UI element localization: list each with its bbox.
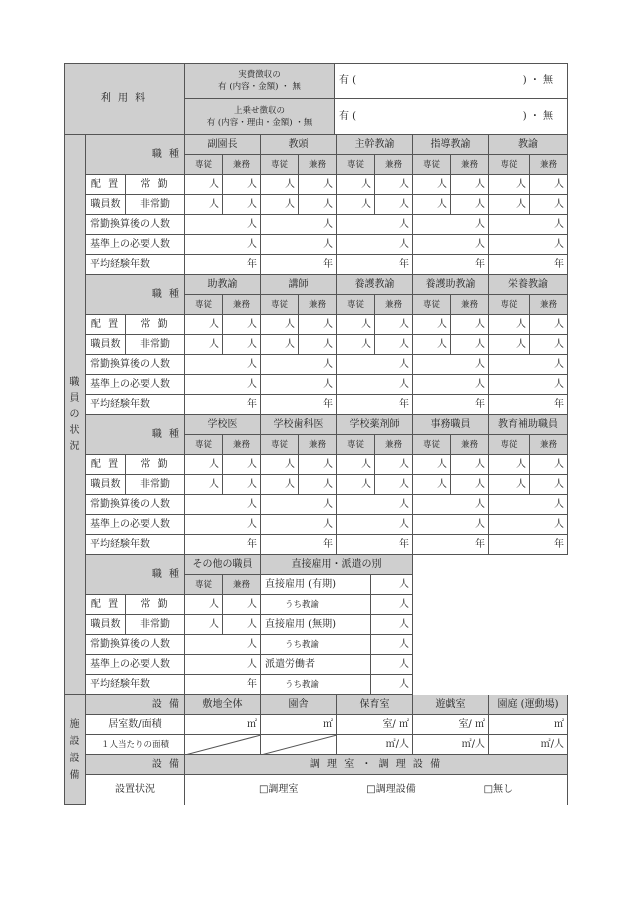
staff-count-cell[interactable]: 人	[489, 335, 530, 355]
keiken-value[interactable]: 年	[489, 395, 568, 415]
kenmu-header: 兼務	[223, 295, 261, 315]
haichi-label: 配 置	[86, 455, 126, 475]
staff-count-cell[interactable]: 人	[413, 195, 451, 215]
senju-header: 専従	[489, 155, 530, 175]
staff-count-cell[interactable]: 人	[413, 315, 451, 335]
shokushu-label: 職 種	[86, 415, 185, 455]
kenmu-header: 兼務	[299, 295, 337, 315]
per-person-value[interactable]: ㎡/人	[489, 735, 568, 755]
kansan-value[interactable]: 人	[413, 495, 489, 515]
area-row-label: 居室数/面積	[86, 715, 185, 735]
staff-count-cell[interactable]: 人	[223, 475, 261, 495]
facility-column: 園庭 (運動場)	[489, 695, 568, 715]
kansan-value[interactable]: 人	[337, 215, 413, 235]
staff-count-cell[interactable]: 人	[530, 455, 568, 475]
per-person-value[interactable]: ㎡/人	[337, 735, 413, 755]
kijun-value[interactable]: 人	[413, 515, 489, 535]
job-title: 学校薬剤師	[337, 415, 413, 435]
job-title: 教頭	[261, 135, 337, 155]
senju-header: 専従	[337, 435, 375, 455]
kansan-value[interactable]: 人	[185, 635, 261, 655]
install-checkbox-option[interactable]: □無し	[483, 784, 514, 795]
keiken-value[interactable]: 年	[337, 535, 413, 555]
staff-section-char: 状	[69, 424, 80, 436]
kijun-value[interactable]: 人	[413, 375, 489, 395]
staff-count-cell[interactable]: 人	[375, 335, 413, 355]
keiken-label: 平均経験年数	[86, 535, 185, 555]
staff-section-char: 職	[69, 376, 80, 388]
kansan-value[interactable]: 人	[261, 355, 337, 375]
direct-value[interactable]: 人	[371, 675, 413, 695]
shokushu-label: 職 種	[86, 275, 185, 315]
keiken-label: 平均経験年数	[86, 395, 185, 415]
staff-count-cell[interactable]: 人	[223, 175, 261, 195]
jokin-label: 常 勤	[126, 175, 185, 195]
per-person-value[interactable]: ㎡/人	[413, 735, 489, 755]
kijun-value[interactable]: 人	[489, 375, 568, 395]
staff-count-cell[interactable]: 人	[223, 335, 261, 355]
job-title: 学校歯科医	[261, 415, 337, 435]
keiken-value[interactable]: 年	[489, 255, 568, 275]
hijokin-label: 非常勤	[126, 615, 185, 635]
haichi-label: 配 置	[86, 595, 126, 615]
direct-title: 直接雇用・派遣の別	[261, 555, 413, 575]
kansan-value[interactable]: 人	[337, 355, 413, 375]
job-title: 学校医	[185, 415, 261, 435]
job-title: 栄養教諭	[489, 275, 568, 295]
kansan-value[interactable]: 人	[489, 215, 568, 235]
staff-count-cell[interactable]: 人	[185, 195, 223, 215]
kenmu-header: 兼務	[375, 295, 413, 315]
kijun-value[interactable]: 人	[261, 235, 337, 255]
kenmu-header: 兼務	[223, 435, 261, 455]
staff-count-cell[interactable]: 人	[185, 615, 223, 635]
senju-header: 専従	[185, 295, 223, 315]
keiken-value[interactable]: 年	[185, 395, 261, 415]
extra-fee-value[interactable]	[335, 99, 568, 135]
kansan-value[interactable]: 人	[489, 355, 568, 375]
cook-title: 調 理 室 ・ 調 理 設 備	[185, 755, 568, 775]
blank-area	[413, 555, 568, 695]
extra-fee-close: ) ・ 無	[522, 110, 553, 122]
staff-count-cell[interactable]: 人	[185, 175, 223, 195]
kijun-label: 基準上の必要人数	[86, 375, 185, 395]
hijokin-label: 非常勤	[126, 195, 185, 215]
job-title: 養護教諭	[337, 275, 413, 295]
senju-header: 専従	[261, 435, 299, 455]
job-title: 主幹教諭	[337, 135, 413, 155]
staff-count-cell[interactable]: 人	[337, 455, 375, 475]
facility-section-char: 設	[69, 752, 80, 764]
kansan-value[interactable]: 人	[261, 495, 337, 515]
kijun-value[interactable]: 人	[185, 515, 261, 535]
kenmu-header: 兼務	[375, 435, 413, 455]
kenmu-header: 兼務	[530, 435, 568, 455]
actual-fee-open: 有 (	[339, 74, 357, 86]
staff-count-cell[interactable]: 人	[413, 175, 451, 195]
kenmu-header: 兼務	[451, 295, 489, 315]
senju-header: 専従	[413, 295, 451, 315]
job-title: 教育補助職員	[489, 415, 568, 435]
staff-count-cell[interactable]: 人	[451, 175, 489, 195]
diagonal-strike	[261, 735, 337, 755]
staff-count-cell[interactable]: 人	[375, 475, 413, 495]
area-value[interactable]: ㎡	[261, 715, 337, 735]
kijun-value[interactable]: 人	[261, 515, 337, 535]
area-value[interactable]: 室/ ㎡	[413, 715, 489, 735]
actual-fee-close: ) ・ 無	[522, 74, 553, 86]
staff-count-cell[interactable]: 人	[530, 335, 568, 355]
job-title: 指導教諭	[413, 135, 489, 155]
install-label: 設置状況	[86, 775, 185, 805]
staff-count-cell[interactable]: 人	[337, 195, 375, 215]
staff-count-cell[interactable]: 人	[530, 175, 568, 195]
kijun-label: 基準上の必要人数	[86, 235, 185, 255]
kansan-value[interactable]: 人	[185, 495, 261, 515]
kansan-value[interactable]: 人	[185, 215, 261, 235]
staff-section-char: 況	[69, 440, 80, 452]
diagonal-strike	[185, 735, 261, 755]
facility-section-char: 設	[69, 735, 80, 747]
staff-count-cell[interactable]: 人	[530, 195, 568, 215]
staff-count-cell[interactable]: 人	[451, 455, 489, 475]
staff-section-char: 員	[69, 392, 80, 404]
extra-fee-label-line-1: 上乗せ徴収の	[233, 105, 285, 116]
staff-count-cell[interactable]: 人	[185, 595, 223, 615]
staff-count-cell[interactable]: 人	[185, 335, 223, 355]
keiken-label: 平均経験年数	[86, 255, 185, 275]
kenmu-header: 兼務	[530, 155, 568, 175]
staff-count-cell[interactable]: 人	[489, 455, 530, 475]
extra-fee-label-line-2: 有 (内容・理由・金額) ・無	[206, 117, 313, 128]
kijun-value[interactable]: 人	[489, 515, 568, 535]
staff-count-cell[interactable]: 人	[413, 475, 451, 495]
direct-label: 直接雇用 (有期)	[261, 575, 371, 595]
staff-count-cell[interactable]: 人	[375, 175, 413, 195]
facility-column: 保育室	[337, 695, 413, 715]
direct-value[interactable]: 人	[371, 655, 413, 675]
shokuinsu-label: 職員数	[86, 475, 126, 495]
kansan-label: 常勤換算後の人数	[86, 355, 185, 375]
staff-count-cell[interactable]: 人	[413, 455, 451, 475]
staff-count-cell[interactable]: 人	[185, 475, 223, 495]
staff-count-cell[interactable]: 人	[375, 195, 413, 215]
keiken-value[interactable]: 年	[261, 535, 337, 555]
staff-count-cell[interactable]: 人	[489, 315, 530, 335]
kijun-value[interactable]: 人	[337, 235, 413, 255]
actual-fee-label	[185, 63, 335, 99]
job-title: 養護助教諭	[413, 275, 489, 295]
extra-fee-label	[185, 99, 335, 135]
staff-count-cell[interactable]: 人	[299, 455, 337, 475]
direct-sub-label: うち教諭	[281, 595, 371, 615]
install-checkbox-option[interactable]: □調理設備	[366, 784, 416, 795]
kijun-label: 基準上の必要人数	[86, 655, 185, 675]
staff-count-cell[interactable]: 人	[375, 455, 413, 475]
senju-header: 専従	[413, 155, 451, 175]
staff-count-cell[interactable]: 人	[261, 455, 299, 475]
shokushu-label: 職 種	[86, 555, 185, 595]
staff-count-cell[interactable]: 人	[223, 315, 261, 335]
document-form	[64, 63, 568, 805]
direct-value[interactable]: 人	[371, 575, 413, 595]
staff-count-cell[interactable]: 人	[185, 455, 223, 475]
keiken-value[interactable]: 年	[489, 535, 568, 555]
staff-count-cell[interactable]: 人	[261, 335, 299, 355]
kenmu-header: 兼務	[530, 295, 568, 315]
kansan-value[interactable]: 人	[413, 355, 489, 375]
direct-value[interactable]: 人	[371, 615, 413, 635]
cook-setsubi-label: 設 備	[86, 755, 185, 775]
staff-count-cell[interactable]: 人	[451, 475, 489, 495]
staff-count-cell[interactable]: 人	[185, 315, 223, 335]
facility-column: 敷地全体	[185, 695, 261, 715]
direct-value[interactable]: 人	[371, 635, 413, 655]
haichi-label: 配 置	[86, 315, 126, 335]
direct-sub-label: うち教諭	[281, 635, 371, 655]
facility-column: 遊戯室	[413, 695, 489, 715]
jokin-label: 常 勤	[126, 455, 185, 475]
keiken-value[interactable]: 年	[337, 255, 413, 275]
facility-section-label	[64, 695, 86, 805]
staff-count-cell[interactable]: 人	[451, 335, 489, 355]
staff-count-cell[interactable]: 人	[261, 475, 299, 495]
kenmu-header: 兼務	[451, 435, 489, 455]
keiken-value[interactable]: 年	[261, 395, 337, 415]
staff-count-cell[interactable]: 人	[337, 475, 375, 495]
kansan-value[interactable]: 人	[489, 495, 568, 515]
shokuinsu-label: 職員数	[86, 195, 126, 215]
staff-count-cell[interactable]: 人	[261, 175, 299, 195]
staff-count-cell[interactable]: 人	[337, 175, 375, 195]
staff-count-cell[interactable]: 人	[530, 475, 568, 495]
staff-count-cell[interactable]: 人	[489, 195, 530, 215]
kijun-value[interactable]: 人	[337, 515, 413, 535]
kijun-value[interactable]: 人	[185, 655, 261, 675]
staff-count-cell[interactable]: 人	[223, 595, 261, 615]
indent-spacer	[261, 675, 281, 695]
kansan-label: 常勤換算後の人数	[86, 215, 185, 235]
hijokin-label: 非常勤	[126, 475, 185, 495]
senju-header: 専従	[413, 435, 451, 455]
senju-header: 専従	[337, 155, 375, 175]
senju-header: 専従	[261, 155, 299, 175]
jokin-label: 常 勤	[126, 315, 185, 335]
keiken-value[interactable]: 年	[261, 255, 337, 275]
keiken-value[interactable]: 年	[185, 255, 261, 275]
kijun-value[interactable]: 人	[185, 235, 261, 255]
staff-section-label	[64, 135, 86, 695]
senju-header: 専従	[185, 575, 223, 595]
kenmu-header: 兼務	[223, 575, 261, 595]
facility-column: 園舎	[261, 695, 337, 715]
staff-count-cell[interactable]: 人	[261, 195, 299, 215]
kansan-value[interactable]: 人	[337, 495, 413, 515]
per-person-label: １人当たりの面積	[86, 735, 185, 755]
hijokin-label: 非常勤	[126, 335, 185, 355]
kenmu-header: 兼務	[375, 155, 413, 175]
kansan-label: 常勤換算後の人数	[86, 635, 185, 655]
keiken-value[interactable]: 年	[185, 675, 261, 695]
indent-spacer	[261, 595, 281, 615]
install-options	[185, 775, 568, 805]
staff-count-cell[interactable]: 人	[489, 175, 530, 195]
shokuinsu-label: 職員数	[86, 335, 126, 355]
area-value[interactable]: ㎡	[185, 715, 261, 735]
staff-count-cell[interactable]: 人	[530, 315, 568, 335]
kansan-label: 常勤換算後の人数	[86, 495, 185, 515]
indent-spacer	[261, 635, 281, 655]
actual-fee-value[interactable]	[335, 63, 568, 99]
staff-count-cell[interactable]: 人	[337, 315, 375, 335]
staff-count-cell[interactable]: 人	[337, 335, 375, 355]
setsubi-label: 設 備	[86, 695, 185, 715]
staff-count-cell[interactable]: 人	[299, 195, 337, 215]
keiken-value[interactable]: 年	[413, 255, 489, 275]
senju-header: 専従	[185, 435, 223, 455]
job-title: 教諭	[489, 135, 568, 155]
kijun-value[interactable]: 人	[337, 375, 413, 395]
staff-section-char: の	[69, 408, 80, 420]
shokuinsu-label: 職員数	[86, 615, 126, 635]
staff-count-cell[interactable]: 人	[451, 195, 489, 215]
direct-label: 派遣労働者	[261, 655, 371, 675]
actual-fee-label-line-2: 有 (内容・金額) ・ 無	[218, 81, 301, 92]
facility-section-char: 備	[69, 769, 80, 781]
keiken-label: 平均経験年数	[86, 675, 185, 695]
direct-sub-label: うち教諭	[281, 675, 371, 695]
kijun-value[interactable]: 人	[185, 375, 261, 395]
senju-header: 専従	[261, 295, 299, 315]
haichi-label: 配 置	[86, 175, 126, 195]
staff-count-cell[interactable]: 人	[299, 315, 337, 335]
kansan-value[interactable]: 人	[261, 215, 337, 235]
senju-header: 専従	[185, 155, 223, 175]
keiken-value[interactable]: 年	[413, 395, 489, 415]
area-value[interactable]: ㎡	[489, 715, 568, 735]
kenmu-header: 兼務	[451, 155, 489, 175]
kenmu-header: 兼務	[299, 155, 337, 175]
other-staff-title: その他の職員	[185, 555, 261, 575]
direct-label: 直接雇用 (無期)	[261, 615, 371, 635]
staff-count-cell[interactable]: 人	[223, 195, 261, 215]
staff-count-cell[interactable]: 人	[451, 315, 489, 335]
kijun-value[interactable]: 人	[489, 235, 568, 255]
kenmu-header: 兼務	[223, 155, 261, 175]
install-checkbox-option[interactable]: □調理室	[258, 784, 299, 795]
staff-count-cell[interactable]: 人	[489, 475, 530, 495]
kijun-value[interactable]: 人	[413, 235, 489, 255]
keiken-value[interactable]: 年	[413, 535, 489, 555]
staff-count-cell[interactable]: 人	[299, 335, 337, 355]
senju-header: 専従	[489, 295, 530, 315]
direct-value[interactable]: 人	[371, 595, 413, 615]
kansan-value[interactable]: 人	[413, 215, 489, 235]
kijun-label: 基準上の必要人数	[86, 515, 185, 535]
job-title: 講師	[261, 275, 337, 295]
job-title: 助教諭	[185, 275, 261, 295]
kenmu-header: 兼務	[299, 435, 337, 455]
fee-label: 利 用 料	[64, 63, 185, 135]
staff-count-cell[interactable]: 人	[223, 455, 261, 475]
shokushu-label: 職 種	[86, 135, 185, 175]
staff-count-cell[interactable]: 人	[261, 315, 299, 335]
staff-count-cell[interactable]: 人	[223, 615, 261, 635]
senju-header: 専従	[489, 435, 530, 455]
area-value[interactable]: 室/ ㎡	[337, 715, 413, 735]
kijun-value[interactable]: 人	[261, 375, 337, 395]
keiken-value[interactable]: 年	[337, 395, 413, 415]
kansan-value[interactable]: 人	[185, 355, 261, 375]
senju-header: 専従	[337, 295, 375, 315]
staff-count-cell[interactable]: 人	[375, 315, 413, 335]
job-title: 副園長	[185, 135, 261, 155]
extra-fee-open: 有 (	[339, 110, 357, 122]
job-title: 事務職員	[413, 415, 489, 435]
staff-count-cell[interactable]: 人	[413, 335, 451, 355]
staff-count-cell[interactable]: 人	[299, 475, 337, 495]
staff-count-cell[interactable]: 人	[299, 175, 337, 195]
keiken-value[interactable]: 年	[185, 535, 261, 555]
actual-fee-label-line-1: 実費徴収の	[238, 69, 281, 80]
jokin-label: 常 勤	[126, 595, 185, 615]
facility-section-char: 施	[69, 718, 80, 730]
